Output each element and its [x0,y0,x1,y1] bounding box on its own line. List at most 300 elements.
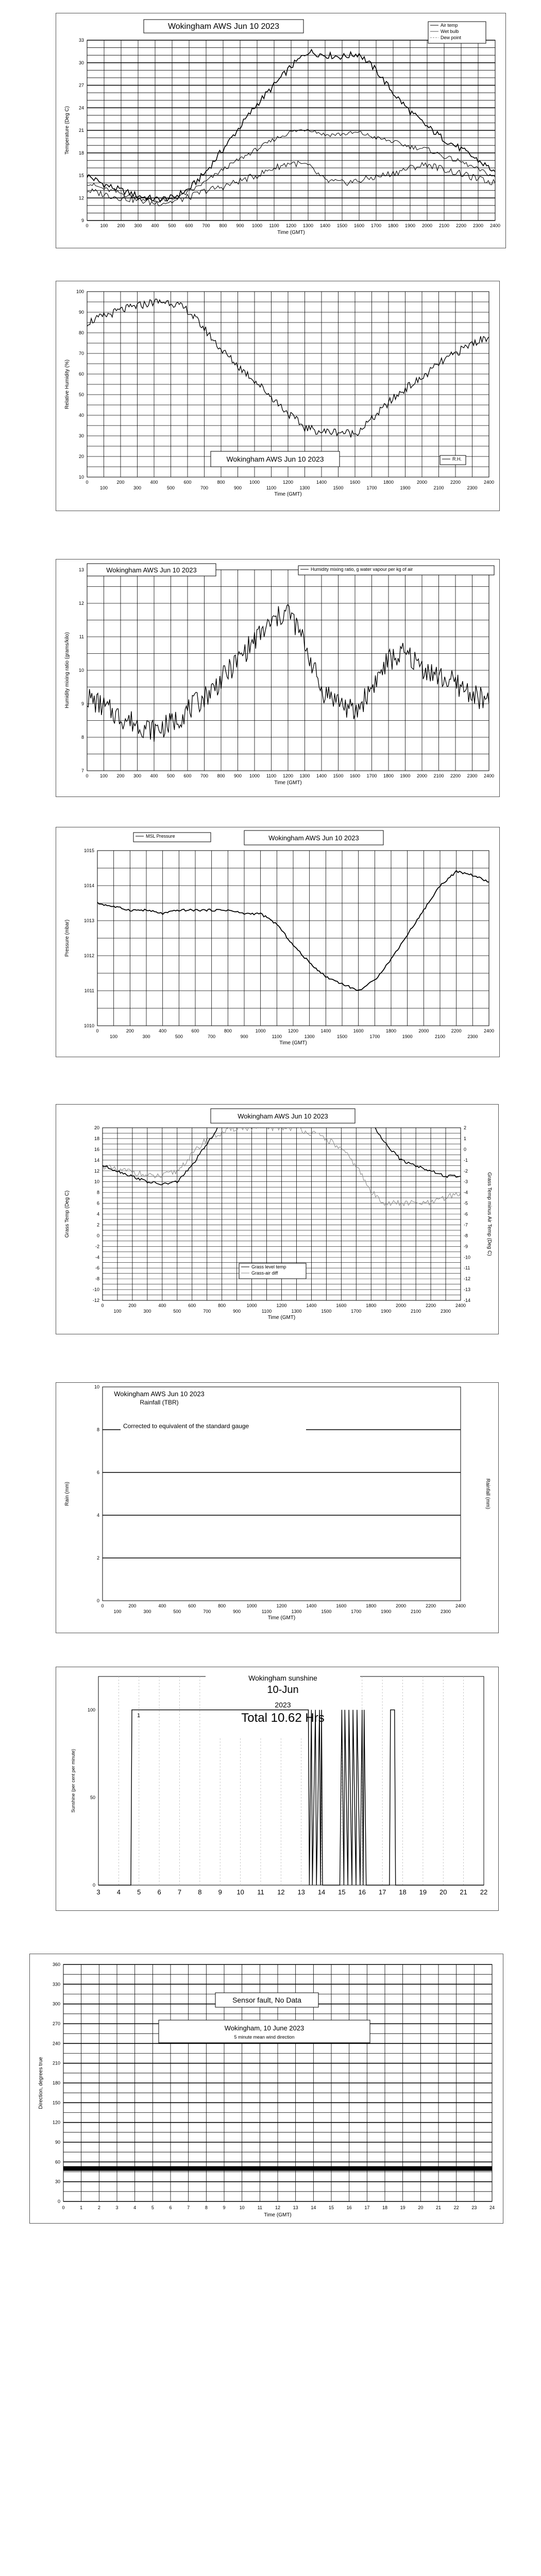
wind-x-tick-label: 10 [239,2205,245,2210]
grass-right-y-tick-label: -5 [464,1200,468,1206]
rain-x-tick-label: 200 [128,1603,137,1608]
rain-y-tick-label: 8 [96,1427,99,1432]
mix-x-tick-label: 800 [217,773,225,778]
rain-x-tick-label: 0 [101,1603,104,1608]
temp-y-tick-label: 33 [78,38,84,43]
pres-legend-label: MSL Pressure [146,834,175,839]
wind-y-tick-label: 270 [52,2021,60,2026]
rh-x-tick-label: 1600 [349,480,361,485]
wind-x-tick-label: 5 [151,2205,154,2210]
temp-y-tick-label: 21 [78,128,84,133]
rh-x-tick-label: 100 [99,485,108,490]
pres-x-tick-label: 2200 [451,1028,462,1033]
grass-right-y-tick-label: -11 [464,1265,470,1271]
grass-x-tick-label: 1400 [306,1303,317,1308]
mix-title: Wokingham AWS Jun 10 2023 [106,566,197,574]
pres-y-tick-label: 1015 [83,848,94,853]
temp-y-tick-label: 12 [78,195,84,201]
rh-x-tick-label: 0 [86,480,89,485]
pres-x-tick-label: 800 [224,1028,232,1033]
rh-x-tick-label: 2400 [483,480,495,485]
sun-y-tick-label: 100 [87,1707,95,1713]
rh-y-tick-label: 10 [78,474,84,480]
mix-y-tick-label: 13 [78,567,84,572]
sun-x-tick-label: 5 [137,1888,141,1896]
rain-x-tick-label: 400 [158,1603,166,1608]
rh-y-tick-label: 100 [76,289,84,294]
temp-y-tick-label: 30 [78,60,84,65]
mix-x-tick-label: 600 [183,773,192,778]
wind-y-tick-label: 60 [55,2159,60,2165]
mix-x-tick-label: 700 [200,773,209,778]
wind-y-tick-label: 180 [52,2080,60,2086]
rain-x-tick-label: 1400 [306,1603,317,1608]
pres-y-tick-label: 1010 [83,1023,94,1028]
sun-x-tick-label: 15 [338,1888,346,1896]
mix-x-tick-label: 2300 [467,773,478,778]
temp-x-tick-label: 0 [86,223,89,228]
grass-y-tick-label: -8 [95,1276,99,1282]
grass-y-tick-label: 2 [96,1222,99,1228]
temp-x-tick-label: 2200 [455,223,467,228]
rain-x-tick-label: 2200 [426,1603,436,1608]
temp-legend-label: Dew point [441,35,462,40]
temp-x-tick-label: 1400 [319,223,331,228]
sun-x-tick-label: 8 [198,1888,202,1896]
grass-x-tick-label: 800 [218,1303,226,1308]
pres-y-tick-label: 1014 [83,883,94,888]
rain-x-tick-label: 1000 [246,1603,257,1608]
sun-y-axis-label: Sunshine (per cent per minute) [71,1749,76,1813]
rh-x-tick-label: 2000 [416,480,428,485]
grass-y-tick-label: 14 [94,1157,99,1163]
rain-y-axis-label: Rain (mm) [64,1482,70,1506]
grass-x-tick-label: 2000 [396,1303,407,1308]
rh-x-tick-label: 1900 [400,485,411,490]
rh-y-tick-label: 90 [78,310,84,315]
pressure-chart [56,827,499,1057]
pres-x-tick-label: 300 [142,1034,150,1039]
mix-x-tick-label: 1600 [349,773,361,778]
rain-y-tick-label: 0 [96,1598,99,1603]
rh-x-tick-label: 1800 [383,480,394,485]
rainfall-chart-panel [56,1382,499,1633]
sun-x-tick-label: 20 [439,1888,447,1896]
wind-x-tick-label: 22 [453,2205,459,2210]
sun-marker-label: 1 [137,1712,141,1719]
temp-x-tick-label: 1800 [387,223,399,228]
pres-x-tick-label: 2400 [483,1028,495,1033]
rain-x-tick-label: 600 [188,1603,196,1608]
grass-x-tick-label: 1700 [351,1309,362,1314]
wind-title: Wokingham, 10 June 2023 [224,2024,305,2032]
wind-x-tick-label: 1 [80,2205,83,2210]
grass-y-tick-label: 18 [94,1136,99,1141]
sun-x-tick-label: 16 [358,1888,366,1896]
grass-x-tick-label: 1100 [261,1309,272,1314]
grass-x-tick-label: 600 [188,1303,196,1308]
temp-x-tick-label: 100 [100,223,108,228]
rh-x-tick-label: 1500 [333,485,344,490]
rain-x-tick-label: 300 [143,1609,151,1614]
pres-x-tick-label: 1400 [320,1028,331,1033]
grass-x-tick-label: 500 [173,1309,181,1314]
temp-x-tick-label: 1200 [285,223,297,228]
pres-x-tick-label: 1700 [369,1034,380,1039]
grass-right-axis-label: Grass Temp minus Air Temp (Deg C) [486,1172,492,1256]
rain-x-tick-label: 1200 [276,1603,287,1608]
sun-x-tick-label: 3 [96,1888,100,1896]
sun-total: Total 10.62 Hrs [241,1711,325,1725]
rain-y-tick-label: 6 [96,1470,99,1475]
rh-x-tick-label: 2100 [433,485,444,490]
temp-x-tick-label: 300 [134,223,142,228]
rh-x-tick-label: 900 [233,485,242,490]
grass-right-y-tick-label: -10 [464,1255,471,1260]
rh-x-tick-label: 1700 [366,485,377,490]
temp-x-tick-label: 2100 [438,223,450,228]
rh-x-tick-label: 2200 [450,480,461,485]
grass-temp-chart [56,1105,498,1334]
temp-x-tick-label: 1000 [251,223,263,228]
temp-x-tick-label: 800 [219,223,227,228]
rh-x-tick-label: 400 [150,480,158,485]
rh-y-axis-label: Relative Humidity (%) [64,359,70,410]
wind-x-tick-label: 0 [62,2205,65,2210]
mix-x-tick-label: 1800 [383,773,394,778]
rain-note: Corrected to equivalent of the standard gauge [123,1422,249,1430]
rain-y-tick-label: 2 [96,1555,99,1561]
mix-x-tick-label: 1700 [366,773,377,778]
grass-y-tick-label: 8 [96,1190,99,1195]
rh-title: Wokingham AWS Jun 10 2023 [226,455,324,463]
grass-y-tick-label: -4 [95,1255,99,1260]
temp-legend-label: Wet bulb [441,29,459,34]
temp-x-tick-label: 1700 [370,223,382,228]
rain-x-tick-label: 500 [173,1609,181,1614]
temp-x-tick-label: 1300 [302,223,314,228]
rain-plot-area [103,1387,461,1601]
sun-x-tick-label: 14 [317,1888,326,1896]
temp-x-tick-label: 1900 [404,223,416,228]
rain-x-axis-label: Time (GMT) [267,1615,296,1621]
mix-x-tick-label: 400 [150,773,158,778]
sun-title: Wokingham sunshine [248,1674,317,1682]
rain-x-tick-label: 900 [233,1609,241,1614]
grass-right-y-tick-label: -4 [464,1190,468,1195]
wind-y-tick-label: 300 [52,2001,60,2007]
rain-y-tick-label: 4 [96,1513,99,1518]
grass-x-tick-label: 2200 [426,1303,436,1308]
temp-x-tick-label: 2400 [489,223,501,228]
pres-x-tick-label: 500 [175,1034,183,1039]
rain-x-tick-label: 1600 [336,1603,347,1608]
wind-direction-chart [30,1954,503,2223]
rain-title: Wokingham AWS Jun 10 2023 [114,1390,205,1398]
sun-x-tick-label: 9 [218,1888,222,1896]
grass-x-tick-label: 1900 [381,1309,392,1314]
grass-x-tick-label: 100 [113,1309,122,1314]
mix-x-axis-label: Time (GMT) [274,780,302,786]
pres-x-tick-label: 1800 [385,1028,397,1033]
wind-x-tick-label: 23 [471,2205,477,2210]
wind-y-axis-label: Direction, degrees true [38,2057,44,2109]
wind-x-tick-label: 12 [275,2205,281,2210]
grass-x-tick-label: 1000 [246,1303,257,1308]
mix-y-tick-label: 11 [79,634,84,639]
sun-x-tick-label: 12 [277,1888,285,1896]
sun-date: 10-Jun [267,1684,299,1696]
grass-x-tick-label: 400 [158,1303,166,1308]
rh-x-tick-label: 1300 [299,485,310,490]
mix-x-tick-label: 2400 [483,773,495,778]
pres-x-tick-label: 1300 [304,1034,315,1039]
rh-x-tick-label: 200 [116,480,125,485]
wind-x-tick-label: 8 [205,2205,208,2210]
temp-x-tick-label: 700 [202,223,210,228]
grass-right-y-tick-label: -3 [464,1179,468,1184]
sun-x-tick-label: 10 [236,1888,244,1896]
grass-x-tick-label: 2100 [411,1309,421,1314]
rain-y-tick-label: 10 [94,1384,99,1389]
mix-y-tick-label: 8 [81,735,84,740]
grass-x-tick-label: 2400 [455,1303,466,1308]
mix-x-tick-label: 2100 [433,773,444,778]
temp-x-tick-label: 2300 [472,223,484,228]
temp-x-tick-label: 900 [236,223,244,228]
wind-y-tick-label: 150 [52,2100,60,2106]
wind-x-tick-label: 16 [346,2205,352,2210]
rh-x-tick-label: 1100 [266,485,277,490]
wind-x-tick-label: 7 [187,2205,190,2210]
temp-y-tick-label: 9 [81,218,84,223]
pres-x-tick-label: 2100 [434,1034,446,1039]
rain-x-tick-label: 1100 [261,1609,272,1614]
sun-x-tick-label: 13 [297,1888,305,1896]
wind-y-tick-label: 360 [52,1962,60,1967]
sun-year: 2023 [275,1701,291,1709]
grass-x-tick-label: 900 [233,1309,241,1314]
grass-right-y-tick-label: 0 [464,1146,467,1152]
grass-right-y-tick-label: -7 [464,1222,468,1228]
mixing-ratio-chart-panel [56,559,500,797]
rain-x-tick-label: 2000 [396,1603,407,1608]
wind-x-tick-label: 18 [382,2205,388,2210]
wind-y-tick-label: 0 [57,2199,60,2204]
rh-y-tick-label: 80 [78,330,84,335]
grass-y-tick-label: -12 [92,1298,99,1303]
grass-y-tick-label: 10 [94,1179,99,1184]
wind-direction-chart-panel [29,1954,503,2224]
sun-x-tick-label: 22 [480,1888,488,1896]
rh-x-tick-label: 1400 [316,480,327,485]
mix-x-tick-label: 2200 [450,773,461,778]
wind-x-tick-label: 4 [133,2205,137,2210]
pres-x-tick-label: 700 [208,1034,216,1039]
grass-x-tick-label: 300 [143,1309,151,1314]
rain-x-tick-label: 1300 [291,1609,302,1614]
grass-y-tick-label: 0 [96,1233,99,1239]
pressure-chart-panel [56,827,500,1057]
humidity-chart [56,281,499,511]
pres-x-tick-label: 1500 [336,1034,348,1039]
grass-x-tick-label: 1600 [336,1303,347,1308]
grass-x-tick-label: 1200 [276,1303,287,1308]
humidity-chart-panel [56,281,500,511]
grass-title: Wokingham AWS Jun 10 2023 [238,1112,328,1120]
pres-y-tick-label: 1011 [84,988,94,993]
temp-x-tick-label: 1600 [353,223,365,228]
grass-right-y-tick-label: -9 [464,1244,468,1249]
rain-subtitle: Rainfall (TBR) [140,1399,179,1406]
wind-x-tick-label: 6 [169,2205,172,2210]
rain-x-tick-label: 1500 [321,1609,332,1614]
sun-x-tick-label: 18 [399,1888,407,1896]
temp-title: Wokingham AWS Jun 10 2023 [167,22,280,31]
sun-x-tick-label: 6 [157,1888,161,1896]
grass-right-y-tick-label: -12 [464,1276,471,1282]
rh-x-tick-label: 300 [133,485,142,490]
temp-x-tick-label: 500 [168,223,176,228]
grass-right-y-tick-label: -6 [464,1211,468,1217]
rain-x-tick-label: 1900 [381,1609,392,1614]
temp-x-tick-label: 2000 [421,223,433,228]
grass-x-tick-label: 1300 [291,1309,302,1314]
rh-legend-label: R.H. [452,456,462,462]
rain-x-tick-label: 100 [113,1609,122,1614]
pres-x-tick-label: 1600 [353,1028,364,1033]
pres-y-tick-label: 1013 [83,918,94,923]
mix-x-tick-label: 100 [99,773,108,778]
mix-y-tick-label: 12 [78,601,84,606]
pres-x-axis-label: Time (GMT) [279,1040,307,1046]
grass-right-y-tick-label: -2 [464,1168,468,1174]
grass-temp-chart-panel [56,1104,499,1334]
rh-x-tick-label: 700 [200,485,209,490]
sun-x-tick-label: 7 [177,1888,182,1896]
wind-x-tick-label: 14 [311,2205,316,2210]
mix-x-tick-label: 2000 [416,773,428,778]
mix-x-tick-label: 900 [233,773,242,778]
wind-x-tick-label: 15 [328,2205,334,2210]
grass-x-tick-label: 700 [203,1309,211,1314]
grass-legend-label: Grass level temp [251,1264,286,1269]
wind-x-axis-label: Time (GMT) [264,2212,292,2218]
grass-y-tick-label: -10 [92,1287,99,1293]
mix-x-tick-label: 1100 [266,773,277,778]
rainfall-chart [56,1383,498,1633]
pres-x-tick-label: 1100 [272,1034,282,1039]
rh-y-tick-label: 40 [78,413,84,418]
grass-legend-label: Grass-air diff [251,1270,278,1276]
grass-y-tick-label: 6 [96,1200,99,1206]
rh-x-tick-label: 1000 [249,480,260,485]
rh-y-tick-label: 20 [78,454,84,459]
pres-y-axis-label: Pressure (mbar) [64,919,70,957]
wind-x-tick-label: 20 [418,2205,424,2210]
pres-x-tick-label: 100 [110,1034,118,1039]
sun-y-tick-label: 50 [90,1794,95,1800]
temp-x-tick-label: 1500 [336,223,348,228]
sun-x-tick-label: 19 [419,1888,427,1896]
grass-y-tick-label: -2 [95,1244,99,1249]
grass-x-tick-label: 2300 [441,1309,451,1314]
temp-y-tick-label: 24 [78,105,84,111]
rain-right-axis-label: Rainfall (mm) [485,1478,491,1510]
pres-x-tick-label: 1000 [255,1028,266,1033]
rh-y-tick-label: 70 [78,351,84,356]
rh-y-tick-label: 30 [78,433,84,438]
wind-x-tick-label: 17 [364,2205,370,2210]
wind-y-tick-label: 120 [52,2120,60,2125]
pres-x-tick-label: 200 [126,1028,134,1033]
grass-right-y-tick-label: -8 [464,1233,468,1239]
wind-y-tick-label: 240 [52,2041,60,2046]
temp-x-tick-label: 600 [185,223,193,228]
mix-y-tick-label: 9 [81,701,84,706]
temp-y-axis-label: Temperature (Deg C) [64,106,70,155]
grass-x-tick-label: 0 [101,1303,104,1308]
grass-right-y-tick-label: -14 [464,1298,471,1303]
wind-x-tick-label: 2 [97,2205,100,2210]
grass-y-tick-label: 12 [94,1168,99,1174]
wind-subtitle: 5 minute mean wind direction [234,2035,295,2040]
rh-x-tick-label: 800 [217,480,225,485]
grass-y-axis-label: Grass Temp (Deg C) [64,1190,70,1238]
mix-y-tick-label: 10 [78,668,84,673]
rain-x-tick-label: 800 [218,1603,226,1608]
mix-x-tick-label: 1200 [282,773,294,778]
grass-y-tick-label: 20 [94,1125,99,1130]
temp-x-tick-label: 400 [151,223,159,228]
pres-x-tick-label: 0 [96,1028,99,1033]
sunshine-chart-panel [56,1667,499,1911]
grass-right-y-tick-label: -13 [464,1287,471,1293]
wind-y-tick-label: 30 [55,2179,60,2184]
mix-x-tick-label: 200 [116,773,125,778]
rh-x-axis-label: Time (GMT) [274,492,302,497]
wind-y-tick-label: 210 [52,2060,60,2066]
rh-y-tick-label: 50 [78,392,84,397]
pres-y-tick-label: 1012 [83,953,94,958]
mix-x-tick-label: 1300 [299,773,310,778]
wind-x-tick-label: 19 [400,2205,405,2210]
temp-y-tick-label: 18 [78,150,84,156]
rain-x-tick-label: 2400 [455,1603,466,1608]
temp-legend-label: Air temp [441,23,458,28]
pres-x-tick-label: 2000 [418,1028,429,1033]
rain-x-tick-label: 1700 [351,1609,362,1614]
wind-x-tick-label: 11 [257,2205,263,2210]
temp-x-tick-label: 1100 [269,223,279,228]
rh-x-tick-label: 1200 [282,480,294,485]
wind-x-tick-label: 24 [489,2205,495,2210]
grass-y-tick-label: 4 [96,1211,99,1217]
sun-x-tick-label: 17 [378,1888,386,1896]
temp-y-tick-label: 15 [78,173,84,178]
rh-x-tick-label: 500 [166,485,175,490]
mix-y-axis-label: Humidity mixing ratio (grams/kilo) [64,632,70,708]
temp-y-tick-label: 27 [78,82,84,88]
temp-x-tick-label: 200 [117,223,125,228]
wind-x-tick-label: 9 [223,2205,226,2210]
grass-x-axis-label: Time (GMT) [267,1315,296,1320]
sun-x-tick-label: 11 [257,1888,264,1896]
grass-x-tick-label: 1800 [366,1303,377,1308]
rh-y-tick-label: 60 [78,371,84,377]
pres-x-tick-label: 1200 [288,1028,299,1033]
sunshine-chart [56,1667,498,1910]
